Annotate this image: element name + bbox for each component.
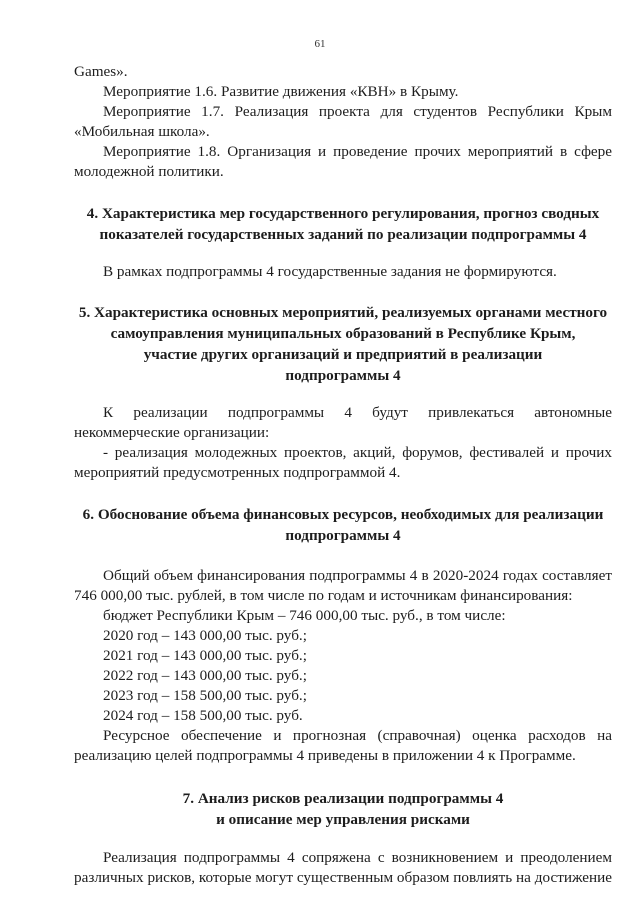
document-body — [74, 62, 612, 888]
section-6-heading-line1: 6. Обоснование объема финансовых ресурсов, необходимых для реализации — [82, 506, 604, 523]
year-2021: 2021 год – 143 000,00 тыс. руб.; — [103, 647, 307, 664]
section-5-heading-line4: подпрограммы 4 — [285, 367, 401, 384]
section-4-heading — [74, 203, 612, 245]
section-4-heading-line1: 4. Характеристика мер государственного регулирования, прогноз сводных — [86, 205, 600, 222]
activity-1-8-line1: Мероприятие 1.8. Организация и проведение прочих мероприятий в сфере — [103, 143, 612, 160]
activity-1-6: Мероприятие 1.6. Развитие движения «КВН» в Крыму. — [103, 83, 459, 100]
games-tail-line: Games». — [74, 63, 128, 80]
intro-block — [74, 62, 612, 182]
section-4-heading-line2: показателей государственных заданий по реализации подпрограммы 4 — [99, 226, 587, 243]
section-6-heading-line2: подпрограммы 4 — [285, 527, 401, 544]
section-7-text-line2: различных рисков, которые могут существенным образом повлиять на достижение — [74, 869, 612, 886]
section-5-p2-line2: мероприятий предусмотренных подпрограммой 4. — [74, 464, 401, 481]
section-6-resource-line2: реализацию целей подпрограммы 4 приведены в приложении 4 к Программе. — [74, 747, 576, 764]
section-6-resource-line1: Ресурсное обеспечение и прогнозная (справочная) оценка расходов на — [103, 727, 612, 744]
activity-1-7-line2: «Мобильная школа». — [74, 123, 210, 140]
section-7-text-line1: Реализация подпрограммы 4 сопряжена с возникновением и преодолением — [103, 849, 612, 866]
section-5-p1-line1: К реализации подпрограммы 4 будут привлекаться автономные — [103, 404, 612, 421]
year-2023: 2023 год – 158 500,00 тыс. руб.; — [103, 687, 307, 704]
section-5-p1-line2: некоммерческие организации: — [74, 424, 270, 441]
year-2024: 2024 год – 158 500,00 тыс. руб. — [103, 707, 303, 724]
year-2020: 2020 год – 143 000,00 тыс. руб.; — [103, 627, 307, 644]
section-7-heading-line1: 7. Анализ рисков реализации подпрограммы 4 — [182, 790, 504, 807]
section-6-total-line2: 746 000,00 тыс. рублей, в том числе по годам и источникам финансирования: — [74, 587, 573, 604]
section-5-heading-line3: участие других организаций и предприятий в реализации — [143, 346, 543, 363]
section-7-heading — [74, 788, 612, 830]
section-6-total-line1: Общий объем финансирования подпрограммы 4 в 2020-2024 годах составляет — [103, 567, 612, 584]
page-number: 61 — [314, 38, 326, 50]
section-5-p2-line1: - реализация молодежных проектов, акций, форумов, фестивалей и прочих — [103, 444, 612, 461]
section-5-heading — [74, 302, 612, 386]
section-5-heading-line2: самоуправления муниципальных образований в Республике Крым, — [110, 325, 576, 342]
section-5-heading-line1: 5. Характеристика основных мероприятий, реализуемых органами местного — [78, 304, 608, 321]
section-7-heading-line2: и описание мер управления рисками — [216, 811, 470, 828]
year-2022: 2022 год – 143 000,00 тыс. руб.; — [103, 667, 307, 684]
activity-1-8-line2: молодежной политики. — [74, 163, 224, 180]
activity-1-7-line1: Мероприятие 1.7. Реализация проекта для студентов Республики Крым — [103, 103, 612, 120]
section-4-text: В рамках подпрограммы 4 государственные задания не формируются. — [103, 263, 557, 280]
section-6-budget: бюджет Республики Крым – 746 000,00 тыс. руб., в том числе: — [103, 607, 506, 624]
section-6-heading — [74, 504, 612, 546]
